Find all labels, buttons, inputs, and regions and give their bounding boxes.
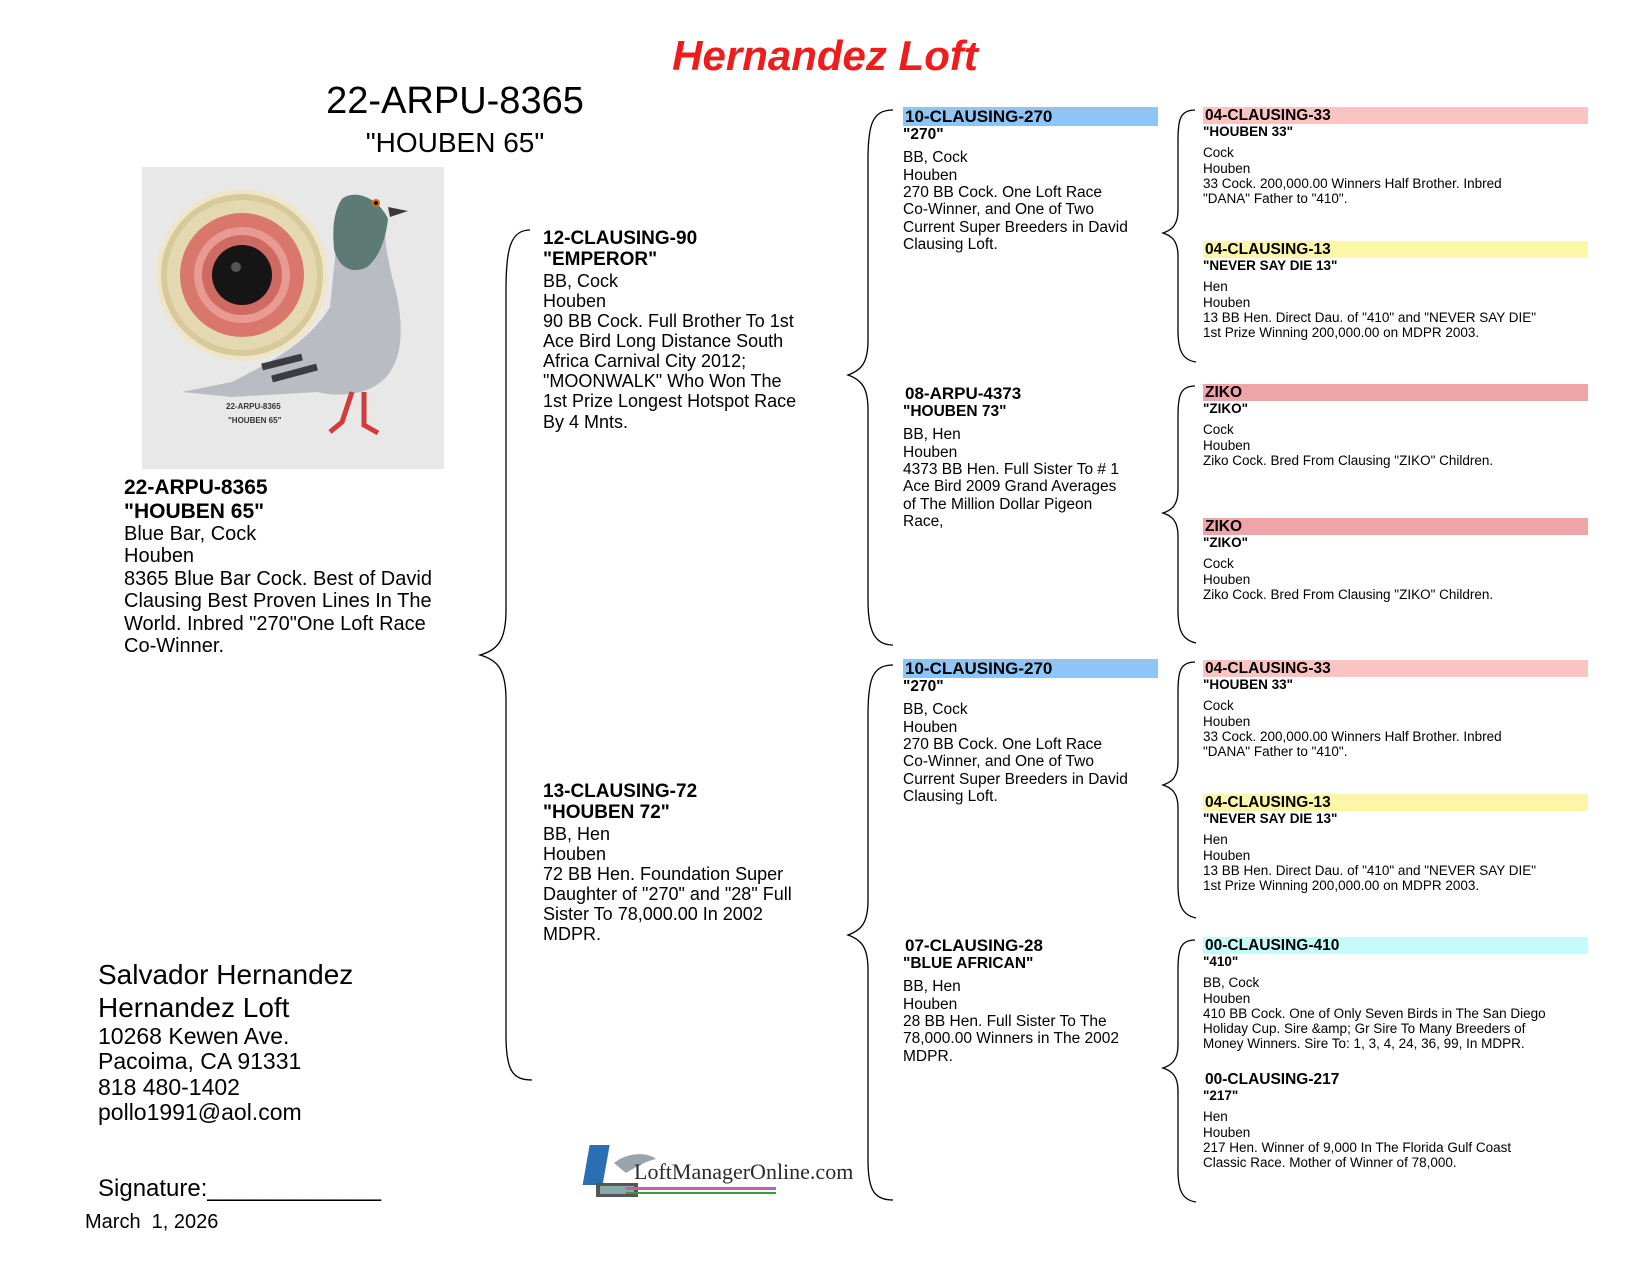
great-grandparent-band-number: ZIKO bbox=[1203, 384, 1588, 401]
great-grandparent-band-number: 04-CLAUSING-33 bbox=[1203, 107, 1588, 124]
great-grandparent-color-sex: Cock bbox=[1203, 698, 1234, 714]
header-band-number: 22-ARPU-8365 bbox=[326, 80, 584, 122]
subject-color-sex: Blue Bar, Cock bbox=[124, 523, 257, 546]
great-grandparent-color-sex: Cock bbox=[1203, 556, 1234, 572]
great-grandparent-note-line: 410 BB Cock. One of Only Seven Birds in The San Diego bbox=[1203, 1005, 1546, 1021]
photo-caption-band: 22-ARPU-8365 bbox=[226, 402, 281, 411]
great-grandparent-note-line: "DANA" Father to "410". bbox=[1203, 743, 1348, 759]
subject-name: "HOUBEN 65" bbox=[124, 499, 265, 523]
dam-band-number: 13-CLAUSING-72 bbox=[543, 781, 698, 802]
great-grandparent-strain: Houben bbox=[1203, 437, 1251, 453]
owner-email: pollo1991@aol.com bbox=[98, 1098, 302, 1125]
great-grandparent-note-line: 33 Cock. 200,000.00 Winners Half Brother. Inbred bbox=[1203, 728, 1502, 744]
bracket-gg-3 bbox=[1163, 662, 1196, 918]
grandparent-note-line: of The Million Dollar Pigeon bbox=[903, 495, 1093, 513]
loftmanageronline-logo bbox=[586, 1143, 854, 1205]
sire-note-line: "MOONWALK" Who Won The bbox=[543, 371, 782, 392]
great-grandparent-note-line: Money Winners. Sire To: 1, 3, 4, 24, 36, 99, In MDPR. bbox=[1203, 1035, 1525, 1051]
grandparent-band-number: 08-ARPU-4373 bbox=[905, 384, 1022, 403]
grandparent-band-number: 10-CLAUSING-270 bbox=[903, 659, 1158, 678]
great-grandparent-band-number: 04-CLAUSING-13 bbox=[1203, 241, 1588, 258]
grandparent-band-number: 10-CLAUSING-270 bbox=[903, 107, 1158, 126]
great-grandparent-note-line: 217 Hen. Winner of 9,000 In The Florida Gulf Coast bbox=[1203, 1139, 1512, 1155]
great-grandparent-strain: Houben bbox=[1203, 160, 1251, 176]
great-grandparent-color-sex: BB, Cock bbox=[1203, 975, 1260, 991]
great-grandparent-band-number: 04-CLAUSING-13 bbox=[1203, 794, 1588, 811]
dam-note-line: Sister To 78,000.00 In 2002 bbox=[543, 904, 763, 925]
grandparent-note-line: Current Super Breeders in David bbox=[903, 770, 1128, 788]
great-grandparent-strain: Houben bbox=[1203, 294, 1251, 310]
sire-band-number: 12-CLAUSING-90 bbox=[543, 228, 698, 249]
grandparent-name: "270" bbox=[903, 126, 944, 144]
grandparent-color-sex: BB, Cock bbox=[903, 149, 968, 167]
sire-note-line: Africa Carnival City 2012; bbox=[543, 351, 747, 372]
grandparent-strain: Houben bbox=[903, 166, 958, 184]
sire-note-line: By 4 Mnts. bbox=[543, 411, 629, 432]
dam-color-sex: BB, Hen bbox=[543, 823, 611, 844]
great-grandparent-note-line: 13 BB Hen. Direct Dau. of "410" and "NEVER SAY DIE" bbox=[1203, 309, 1537, 325]
owner-name: Salvador Hernandez bbox=[98, 959, 354, 990]
dam-note-line: 72 BB Hen. Foundation Super bbox=[543, 863, 784, 884]
dam-note-line: Daughter of "270" and "28" Full bbox=[543, 884, 792, 904]
grandparent-note-line: Clausing Loft. bbox=[903, 236, 998, 254]
grandparent-band-number: 07-CLAUSING-28 bbox=[905, 936, 1043, 955]
grandparent-color-sex: BB, Cock bbox=[903, 701, 968, 719]
grandparent-note-line: 78,000.00 Winners in The 2002 bbox=[903, 1030, 1120, 1048]
great-grandparent-strain: Houben bbox=[1203, 713, 1251, 729]
subject-note-line: World. Inbred "270"One Loft Race bbox=[124, 612, 426, 635]
grandparent-note-line: Current Super Breeders in David bbox=[903, 218, 1128, 236]
great-grandparent-band-number: 00-CLAUSING-410 bbox=[1203, 937, 1588, 954]
subject-note-line: Clausing Best Proven Lines In The bbox=[124, 590, 432, 613]
grandparent-note-line: 270 BB Cock. One Loft Race bbox=[903, 736, 1103, 754]
great-grandparent-strain: Houben bbox=[1203, 1124, 1251, 1140]
great-grandparent-color-sex: Cock bbox=[1203, 145, 1234, 161]
great-grandparent-strain: Houben bbox=[1203, 990, 1251, 1006]
great-grandparent-name: "NEVER SAY DIE 13" bbox=[1203, 811, 1338, 827]
great-grandparent-note-line: Ziko Cock. Bred From Clausing "ZIKO" Children. bbox=[1203, 586, 1494, 602]
great-grandparent-name: "HOUBEN 33" bbox=[1203, 124, 1294, 140]
great-grandparent-band-number: ZIKO bbox=[1203, 518, 1588, 535]
bracket-gg-2 bbox=[1163, 386, 1196, 643]
sire-note-line: Ace Bird Long Distance South bbox=[543, 331, 784, 351]
grandparent-strain: Houben bbox=[903, 443, 958, 461]
grandparent-name: "270" bbox=[903, 678, 944, 696]
owner-phone: 818 480-1402 bbox=[98, 1073, 240, 1100]
great-grandparent-note-line: Classic Race. Mother of Winner of 78,000. bbox=[1203, 1154, 1457, 1170]
great-grandparent-strain: Houben bbox=[1203, 847, 1251, 863]
sire-name: "EMPEROR" bbox=[543, 249, 658, 271]
grandparent-note-line: Co-Winner, and One of Two bbox=[903, 753, 1094, 771]
subject-note-line: Co-Winner. bbox=[124, 634, 225, 657]
dam-strain: Houben bbox=[543, 843, 607, 864]
subject-note-line: 8365 Blue Bar Cock. Best of David bbox=[124, 567, 432, 590]
grandparent-note-line: MDPR. bbox=[903, 1047, 953, 1065]
great-grandparent-color-sex: Hen bbox=[1203, 1109, 1228, 1125]
bracket-gg-1 bbox=[1163, 110, 1196, 362]
great-grandparent-note-line: "DANA" Father to "410". bbox=[1203, 190, 1348, 206]
grandparent-note-line: 28 BB Hen. Full Sister To The bbox=[903, 1013, 1107, 1031]
sire-strain: Houben bbox=[543, 290, 607, 311]
grandparent-note-line: 270 BB Cock. One Loft Race bbox=[903, 184, 1103, 202]
sire-color-sex: BB, Cock bbox=[543, 270, 619, 291]
great-grandparent-name: "217" bbox=[1203, 1088, 1239, 1104]
grandparent-strain: Houben bbox=[903, 995, 958, 1013]
great-grandparent-note-line: 1st Prize Winning 200,000.00 on MDPR 2003. bbox=[1203, 324, 1480, 340]
great-grandparent-note-line: Ziko Cock. Bred From Clausing "ZIKO" Children. bbox=[1203, 452, 1494, 468]
great-grandparent-band-number: 04-CLAUSING-33 bbox=[1203, 660, 1588, 677]
bracket-subject bbox=[480, 230, 532, 1080]
great-grandparent-color-sex: Hen bbox=[1203, 279, 1228, 295]
signature-line: Signature:_____________ bbox=[98, 1175, 381, 1202]
owner-city: Pacoima, CA 91331 bbox=[98, 1048, 302, 1075]
grandparent-strain: Houben bbox=[903, 718, 958, 736]
subject-band-number: 22-ARPU-8365 bbox=[124, 476, 268, 499]
owner-contact bbox=[98, 958, 458, 1125]
print-date: March 1, 2026 bbox=[85, 1211, 219, 1233]
grandparent-color-sex: BB, Hen bbox=[903, 426, 961, 444]
header-bird-name: "HOUBEN 65" bbox=[365, 127, 545, 158]
great-grandparent-name: "ZIKO" bbox=[1203, 401, 1249, 417]
grandparent-color-sex: BB, Hen bbox=[903, 978, 961, 996]
loft-title: Hernandez Loft bbox=[672, 32, 978, 79]
great-grandparent-name: "ZIKO" bbox=[1203, 535, 1249, 551]
great-grandparent-color-sex: Cock bbox=[1203, 422, 1234, 438]
photo-caption-name: "HOUBEN 65" bbox=[228, 416, 282, 425]
grandparent-name: "BLUE AFRICAN" bbox=[903, 955, 1034, 973]
great-grandparent-name: "NEVER SAY DIE 13" bbox=[1203, 258, 1338, 274]
great-grandparent-band-number: 00-CLAUSING-217 bbox=[1205, 1071, 1340, 1088]
subject-strain: Houben bbox=[124, 545, 195, 568]
grandparent-note-line: Race, bbox=[903, 513, 944, 531]
great-grandparent-note-line: Holiday Cup. Sire &amp; Gr Sire To Many Breeders of bbox=[1203, 1020, 1526, 1036]
dam-note-line: MDPR. bbox=[543, 924, 601, 945]
great-grandparent-name: "HOUBEN 33" bbox=[1203, 677, 1294, 693]
bracket-sire bbox=[848, 110, 893, 645]
great-grandparent-note-line: 1st Prize Winning 200,000.00 on MDPR 2003. bbox=[1203, 877, 1480, 893]
owner-loft: Hernandez Loft bbox=[98, 992, 290, 1024]
grandparent-note-line: Ace Bird 2009 Grand Averages bbox=[903, 478, 1117, 496]
grandparent-note-line: 4373 BB Hen. Full Sister To # 1 bbox=[903, 461, 1119, 479]
dam-name: "HOUBEN 72" bbox=[543, 802, 670, 824]
logo-text: LoftManagerOnline.com bbox=[634, 1159, 854, 1184]
bracket-gg-4 bbox=[1163, 940, 1196, 1202]
sire-note-line: 90 BB Cock. Full Brother To 1st bbox=[543, 310, 794, 331]
great-grandparent-note-line: 33 Cock. 200,000.00 Winners Half Brother. Inbred bbox=[1203, 175, 1502, 191]
great-grandparent-name: "410" bbox=[1203, 954, 1239, 970]
bracket-dam bbox=[848, 665, 893, 1200]
grandparent-name: "HOUBEN 73" bbox=[903, 403, 1007, 421]
owner-address: 10268 Kewen Ave. bbox=[98, 1023, 290, 1050]
great-grandparent-color-sex: Hen bbox=[1203, 832, 1228, 848]
sire-note-line: 1st Prize Longest Hotspot Race bbox=[543, 391, 797, 412]
great-grandparent-note-line: 13 BB Hen. Direct Dau. of "410" and "NEVER SAY DIE" bbox=[1203, 862, 1537, 878]
great-grandparent-strain: Houben bbox=[1203, 571, 1251, 587]
grandparent-note-line: Clausing Loft. bbox=[903, 788, 998, 806]
grandparent-note-line: Co-Winner, and One of Two bbox=[903, 201, 1094, 219]
